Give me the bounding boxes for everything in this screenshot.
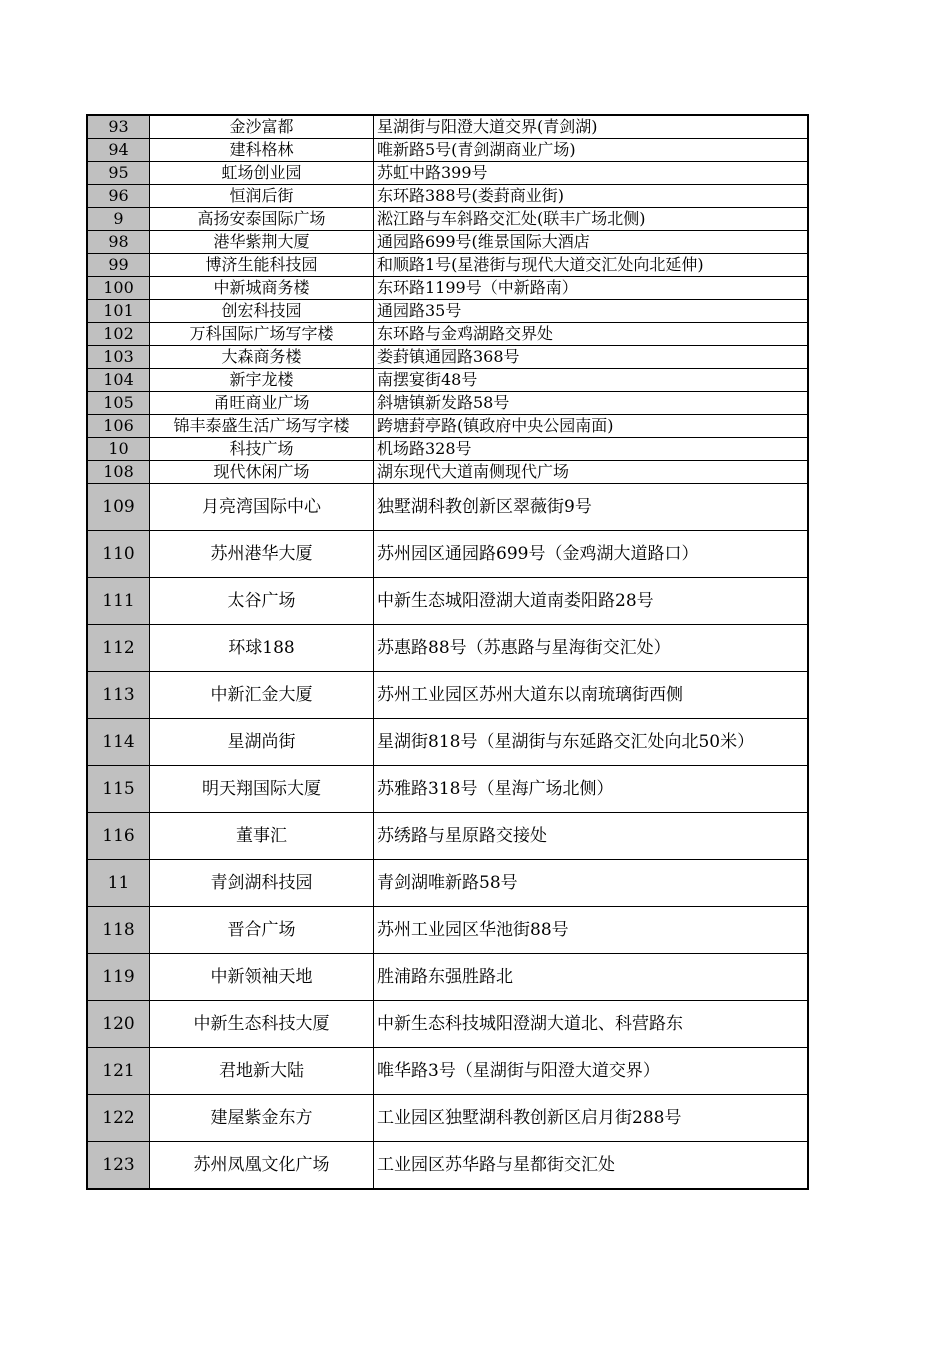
address-cell[interactable]: 中新生态科技城阳澄湖大道北、科营路东 [374, 1001, 809, 1048]
building-name-cell[interactable]: 晋合广场 [150, 907, 374, 954]
row-number-cell[interactable]: 106 [87, 415, 150, 438]
row-number-cell[interactable]: 120 [87, 1001, 150, 1048]
table-row [87, 1001, 808, 1048]
table-row [87, 672, 808, 719]
table-row [87, 813, 808, 860]
building-name-cell[interactable]: 金沙富都 [150, 115, 374, 139]
address-cell[interactable]: 唯华路3号（星湖街与阳澄大道交界） [374, 1048, 809, 1095]
table-row [87, 323, 808, 346]
table-row [87, 625, 808, 672]
address-cell[interactable]: 工业园区苏华路与星都街交汇处 [374, 1142, 809, 1190]
address-cell[interactable]: 工业园区独墅湖科教创新区启月街288号 [374, 1095, 809, 1142]
address-cell[interactable]: 机场路328号 [374, 438, 809, 461]
building-name-cell[interactable]: 星湖尚街 [150, 719, 374, 766]
building-name-cell[interactable]: 明天翔国际大厦 [150, 766, 374, 813]
table-row [87, 484, 808, 531]
building-name-cell[interactable]: 锦丰泰盛生活广场写字楼 [150, 415, 374, 438]
table-row [87, 461, 808, 484]
row-number-cell[interactable]: 119 [87, 954, 150, 1001]
address-cell[interactable]: 苏惠路88号（苏惠路与星海街交汇处） [374, 625, 809, 672]
row-number-cell[interactable]: 94 [87, 139, 150, 162]
address-cell[interactable]: 湖东现代大道南侧现代广场 [374, 461, 809, 484]
address-cell[interactable]: 南摆宴街48号 [374, 369, 809, 392]
row-number-cell[interactable]: 10 [87, 438, 150, 461]
table-row [87, 185, 808, 208]
building-name-cell[interactable]: 建科格林 [150, 139, 374, 162]
address-cell[interactable]: 独墅湖科教创新区翠薇街9号 [374, 484, 809, 531]
row-number-cell[interactable]: 108 [87, 461, 150, 484]
table-body [87, 115, 808, 1189]
building-name-cell[interactable]: 科技广场 [150, 438, 374, 461]
table-row [87, 369, 808, 392]
table-row [87, 300, 808, 323]
table-row [87, 162, 808, 185]
row-number-cell[interactable]: 112 [87, 625, 150, 672]
building-name-cell[interactable]: 虹场创业园 [150, 162, 374, 185]
building-name-cell[interactable]: 苏州港华大厦 [150, 531, 374, 578]
building-list-table [86, 114, 809, 1190]
address-cell[interactable]: 和顺路1号(星港街与现代大道交汇处向北延伸) [374, 254, 809, 277]
table-row [87, 139, 808, 162]
building-name-cell[interactable]: 青剑湖科技园 [150, 860, 374, 907]
row-number-cell[interactable]: 114 [87, 719, 150, 766]
address-cell[interactable]: 青剑湖唯新路58号 [374, 860, 809, 907]
building-name-cell[interactable]: 环球188 [150, 625, 374, 672]
table-row [87, 392, 808, 415]
address-cell[interactable]: 苏雅路318号（星海广场北侧） [374, 766, 809, 813]
row-number-cell[interactable]: 122 [87, 1095, 150, 1142]
table-row [87, 1048, 808, 1095]
row-number-cell[interactable]: 109 [87, 484, 150, 531]
address-cell[interactable]: 跨塘葑亭路(镇政府中央公园南面) [374, 415, 809, 438]
table-row [87, 719, 808, 766]
address-cell[interactable]: 东环路388号(娄葑商业街) [374, 185, 809, 208]
address-cell[interactable]: 通园路35号 [374, 300, 809, 323]
row-number-cell[interactable]: 121 [87, 1048, 150, 1095]
row-number-cell[interactable]: 104 [87, 369, 150, 392]
address-cell[interactable]: 唯新路5号(青剑湖商业广场) [374, 139, 809, 162]
address-cell[interactable]: 淞江路与车斜路交汇处(联丰广场北侧) [374, 208, 809, 231]
row-number-cell[interactable]: 105 [87, 392, 150, 415]
row-number-cell[interactable]: 93 [87, 115, 150, 139]
row-number-cell[interactable]: 100 [87, 277, 150, 300]
building-name-cell[interactable]: 新宇龙楼 [150, 369, 374, 392]
building-name-cell[interactable]: 董事汇 [150, 813, 374, 860]
building-name-cell[interactable]: 中新生态科技大厦 [150, 1001, 374, 1048]
address-cell[interactable]: 星湖街与阳澄大道交界(青剑湖) [374, 115, 809, 139]
building-name-cell[interactable]: 大森商务楼 [150, 346, 374, 369]
table-row [87, 766, 808, 813]
building-name-cell[interactable]: 现代休闲广场 [150, 461, 374, 484]
table-row [87, 531, 808, 578]
table-row [87, 254, 808, 277]
row-number-cell[interactable]: 9 [87, 208, 150, 231]
table-row [87, 277, 808, 300]
row-number-cell[interactable]: 103 [87, 346, 150, 369]
row-number-cell[interactable]: 110 [87, 531, 150, 578]
row-number-cell[interactable]: 102 [87, 323, 150, 346]
building-name-cell[interactable]: 港华紫荆大厦 [150, 231, 374, 254]
building-name-cell[interactable]: 中新城商务楼 [150, 277, 374, 300]
row-number-cell[interactable]: 98 [87, 231, 150, 254]
row-number-cell[interactable]: 95 [87, 162, 150, 185]
building-name-cell[interactable]: 甬旺商业广场 [150, 392, 374, 415]
address-cell[interactable]: 通园路699号(维景国际大酒店 [374, 231, 809, 254]
building-name-cell[interactable]: 创宏科技园 [150, 300, 374, 323]
table-row [87, 438, 808, 461]
row-number-cell[interactable]: 118 [87, 907, 150, 954]
building-name-cell[interactable]: 中新汇金大厦 [150, 672, 374, 719]
building-name-cell[interactable]: 建屋紫金东方 [150, 1095, 374, 1142]
table-row [87, 578, 808, 625]
address-cell[interactable]: 苏州园区通园路699号（金鸡湖大道路口） [374, 531, 809, 578]
building-name-cell[interactable]: 万科国际广场写字楼 [150, 323, 374, 346]
address-cell[interactable]: 苏虹中路399号 [374, 162, 809, 185]
address-cell[interactable]: 苏绣路与星原路交接处 [374, 813, 809, 860]
address-cell[interactable]: 东环路1199号（中新路南） [374, 277, 809, 300]
building-name-cell[interactable]: 太谷广场 [150, 578, 374, 625]
address-cell[interactable]: 星湖街818号（星湖街与东延路交汇处向北50米） [374, 719, 809, 766]
address-cell[interactable]: 胜浦路东强胜路北 [374, 954, 809, 1001]
table-row [87, 1142, 808, 1190]
row-number-cell[interactable]: 96 [87, 185, 150, 208]
row-number-cell[interactable]: 99 [87, 254, 150, 277]
table-row [87, 954, 808, 1001]
address-cell[interactable]: 东环路与金鸡湖路交界处 [374, 323, 809, 346]
row-number-cell[interactable]: 101 [87, 300, 150, 323]
building-name-cell[interactable]: 中新领袖天地 [150, 954, 374, 1001]
address-cell[interactable]: 苏州工业园区华池街88号 [374, 907, 809, 954]
table-row [87, 860, 808, 907]
building-name-cell[interactable]: 高扬安泰国际广场 [150, 208, 374, 231]
building-name-cell[interactable]: 月亮湾国际中心 [150, 484, 374, 531]
row-number-cell[interactable]: 111 [87, 578, 150, 625]
address-cell[interactable]: 苏州工业园区苏州大道东以南琉璃街西侧 [374, 672, 809, 719]
building-name-cell[interactable]: 君地新大陆 [150, 1048, 374, 1095]
row-number-cell[interactable]: 113 [87, 672, 150, 719]
table-row [87, 208, 808, 231]
building-name-cell[interactable]: 恒润后街 [150, 185, 374, 208]
table-row [87, 415, 808, 438]
table-row [87, 907, 808, 954]
row-number-cell[interactable]: 11 [87, 860, 150, 907]
building-name-cell[interactable]: 博济生能科技园 [150, 254, 374, 277]
building-name-cell[interactable]: 苏州凤凰文化广场 [150, 1142, 374, 1190]
table-row [87, 1095, 808, 1142]
table-row [87, 231, 808, 254]
table-row [87, 115, 808, 139]
address-cell[interactable]: 斜塘镇新发路58号 [374, 392, 809, 415]
row-number-cell[interactable]: 123 [87, 1142, 150, 1190]
address-cell[interactable]: 中新生态城阳澄湖大道南娄阳路28号 [374, 578, 809, 625]
row-number-cell[interactable]: 116 [87, 813, 150, 860]
row-number-cell[interactable]: 115 [87, 766, 150, 813]
table-row [87, 346, 808, 369]
address-cell[interactable]: 娄葑镇通园路368号 [374, 346, 809, 369]
